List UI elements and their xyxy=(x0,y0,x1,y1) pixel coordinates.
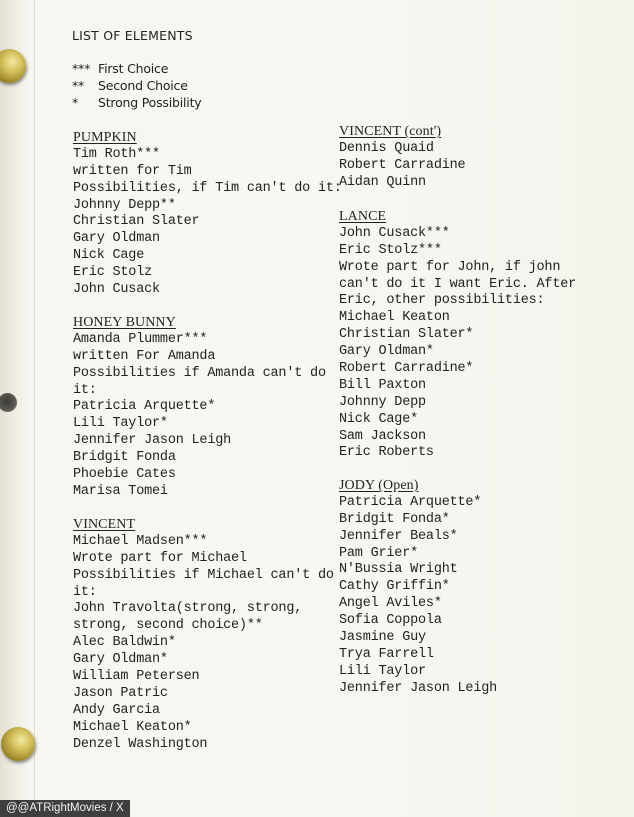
legend xyxy=(72,61,201,111)
list-item: written for Tim xyxy=(73,163,192,179)
section-lance xyxy=(339,209,576,462)
list-item: Sam Jackson xyxy=(339,428,426,444)
list-item: Phoebie Cates xyxy=(73,467,176,483)
list-item: it: xyxy=(73,382,97,398)
list-item: William Petersen xyxy=(73,669,200,685)
list-item: Gary Oldman* xyxy=(339,344,434,360)
list-item: John Travolta(strong, strong, xyxy=(73,601,303,617)
legend-label: First Choice xyxy=(98,61,169,76)
legend-row xyxy=(72,61,201,78)
list-item: Patricia Arquette* xyxy=(339,494,482,510)
list-item: Jennifer Jason Leigh xyxy=(73,433,232,449)
list-item: Angel Aviles* xyxy=(339,596,442,612)
list-item: Wrote part for Michael xyxy=(73,550,247,566)
list-item: Aidan Quinn xyxy=(339,174,426,190)
list-item: Johnny Depp** xyxy=(73,197,176,213)
list-item: Michael Keaton xyxy=(339,310,450,326)
list-item: Marisa Tomei xyxy=(73,483,168,499)
list-item: Dennis Quaid xyxy=(339,140,434,156)
list-item: Pam Grier* xyxy=(339,545,419,561)
section-vincent xyxy=(73,517,334,753)
list-item: Michael Madsen*** xyxy=(73,533,208,549)
list-item: Andy Garcia xyxy=(73,702,160,718)
legend-label: Strong Possibility xyxy=(98,94,202,110)
list-item: Denzel Washington xyxy=(73,736,208,752)
list-item: Eric Stolz*** xyxy=(339,242,442,258)
list-item: Cathy Griffin* xyxy=(339,579,450,595)
list-item: Eric Roberts xyxy=(339,445,434,461)
section-honey-bunny xyxy=(73,315,326,501)
legend-label: Second Choice xyxy=(98,77,188,93)
source-watermark: @@ATRightMovies / X xyxy=(0,800,130,817)
list-item: Robert Carradine* xyxy=(339,361,474,377)
list-item: Wrote part for John, if john xyxy=(339,259,561,275)
section-vincent-cont xyxy=(339,124,465,192)
section-title: VINCENT (cont') xyxy=(339,124,442,139)
list-item: Trya Farrell xyxy=(339,646,434,662)
section-title: HONEY BUNNY xyxy=(73,315,176,330)
list-item: Jennifer Beals* xyxy=(339,528,458,544)
list-item: written For Amanda xyxy=(73,348,216,364)
list-item: Eric, other possibilities: xyxy=(339,293,545,309)
list-item: Possibilities, if Tim can't do it: xyxy=(73,180,342,196)
list-item: Nick Cage xyxy=(73,248,145,264)
legend-mark: *** xyxy=(72,61,91,76)
list-item: Lili Taylor xyxy=(339,663,426,679)
section-title: JODY (Open) xyxy=(339,478,419,493)
list-item: Michael Keaton* xyxy=(73,719,192,735)
list-item: Bill Paxton xyxy=(339,377,426,393)
list-item: Nick Cage* xyxy=(339,411,419,427)
legend-row xyxy=(72,95,201,112)
list-item: strong, second choice)** xyxy=(73,618,263,634)
paper-fastener-icon xyxy=(1,727,35,761)
list-item: Sofia Coppola xyxy=(339,613,442,629)
list-item: Christian Slater* xyxy=(339,327,474,343)
list-item: Possibilities if Amanda can't do xyxy=(73,365,326,381)
list-item: Johnny Depp xyxy=(339,394,426,410)
list-item: Possibilities if Michael can't do xyxy=(73,567,334,583)
list-item: Amanda Plummer*** xyxy=(73,331,208,347)
list-item: John Cusack xyxy=(73,282,160,298)
list-item: it: xyxy=(73,584,97,600)
list-item: Tim Roth*** xyxy=(73,146,160,162)
list-item: Bridgit Fonda xyxy=(73,450,176,466)
legend-mark: * xyxy=(72,94,79,110)
legend-mark: ** xyxy=(72,77,85,93)
section-jody xyxy=(339,478,497,698)
list-item: Gary Oldman* xyxy=(73,652,168,668)
list-item: Bridgit Fonda* xyxy=(339,511,450,527)
section-title: PUMPKIN xyxy=(73,130,137,145)
list-item: Alec Baldwin* xyxy=(73,635,176,651)
list-item: Jennifer Jason Leigh xyxy=(339,680,498,696)
list-item: Lili Taylor* xyxy=(73,416,168,432)
list-item: N'Bussia Wright xyxy=(339,562,458,578)
section-title: VINCENT xyxy=(73,517,136,532)
list-item: Robert Carradine xyxy=(339,157,466,173)
list-item: Gary Oldman xyxy=(73,231,160,247)
list-item: Patricia Arquette* xyxy=(73,399,216,415)
list-item: Christian Slater xyxy=(73,214,200,230)
list-item: Jasmine Guy xyxy=(339,630,426,646)
list-item: John Cusack*** xyxy=(339,225,450,241)
list-item: Eric Stolz xyxy=(73,265,153,281)
list-item: can't do it I want Eric. After xyxy=(339,276,577,292)
section-pumpkin xyxy=(73,130,342,299)
page-edge-divider xyxy=(34,0,35,817)
legend-row xyxy=(72,78,201,95)
list-item: Jason Patric xyxy=(73,685,168,701)
section-title: LANCE xyxy=(339,209,387,224)
document-title: LIST OF ELEMENTS xyxy=(72,28,193,43)
